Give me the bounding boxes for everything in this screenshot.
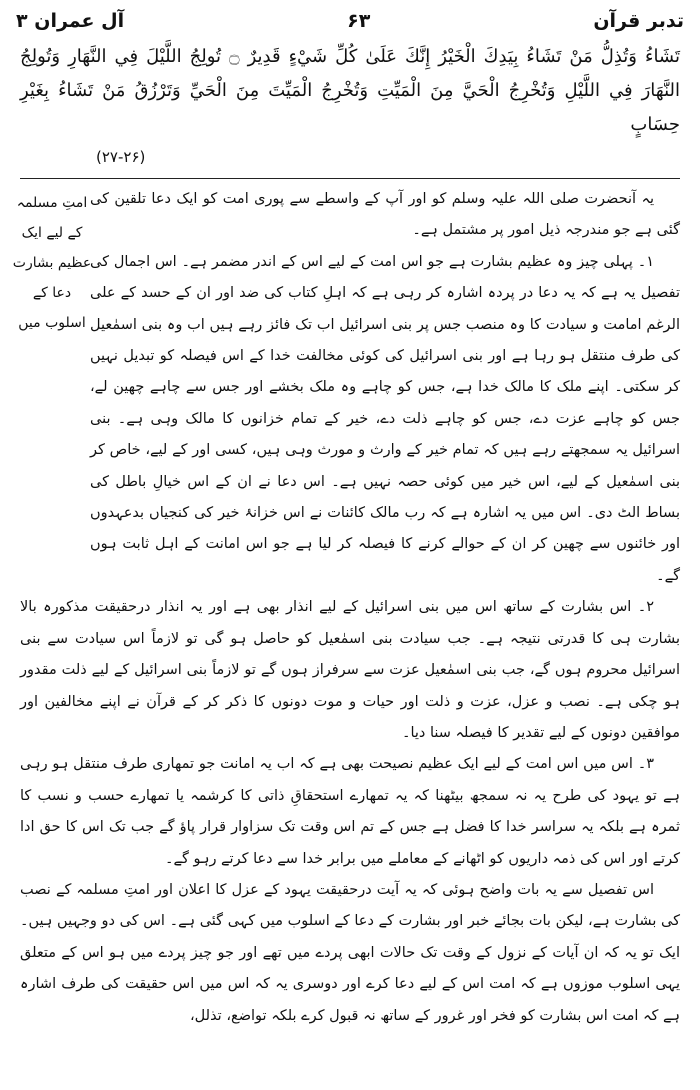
verse-reference: (۲۷-۲۶) (96, 148, 146, 166)
margin-note-line: عظیم بشارت (12, 255, 92, 271)
point-two-paragraph: ۲۔ اس بشارت کے ساتھ اس میں بنی اسرائیل کے لیے انذار بھی ہے اور یہ انذار درحقیقت مذکورہ بالا بشارت ہی کا قدرتی نتیجہ ہے۔ جب سیادت بنی اسمٰعیل کو حاصل ہو گی تو لازماً اس سیادت سے بنی اسرائیل محروم ہوں گے، جب بنی اسمٰعیل عزت سے سرفراز ہوں گے تو لازماً بنی اسرائیل کے لیے ذلت مقدور ہو چکی ہے۔ نصب و عزل، عزت و ذلت اور حیات و موت دونوں کا ذکر کر کے قرآن نے اپنے مخالفین اور موافقین دونوں کے لیے تقدیر کا فیصلہ سنا دیا۔ (20, 599, 680, 741)
quran-verse: تَشَاءُ وَتُذِلُّ مَنْ تَشَاءُ بِيَدِكَ الْخَيْرُ إِنَّكَ عَلَىٰ كُلِّ شَيْءٍ قَدِيرٌ ۝ تُولِجُ اللَّيْلَ فِي النَّهَارِ وَتُولِجُ النَّهَارَ فِي اللَّيْلِ وَتُخْرِجُ الْحَيَّ مِنَ الْمَيِّتِ وَتُخْرِجُ الْمَيِّتَ مِنَ الْحَيِّ وَتَرْزُقُ مَنْ تَشَاءُ بِغَيْرِ حِسَابٍ (20, 46, 680, 135)
margin-note-line: کے لیے ایک (21, 225, 83, 241)
page-number: ۶۳ (347, 10, 371, 32)
point-three-paragraph: ۳۔ اس میں اس امت کے لیے ایک عظیم نصیحت بھی ہے کہ اب یہ امانت جو تمھاری طرف منتقل ہو رہی ہے تو یہود کی طرح یہ نہ سمجھ بیٹھنا کہ یہ تمھارے استحقاقِ ذاتی کا کرشمہ یا تمھارے حسب و نسب کا ثمرہ ہے بلکہ یہ سراسر خدا کا فضل ہے جس کے تم اس وقت تک سزاوار قرار پاؤ گے جب تک اس کا حق ادا کرتے اور اس کی ذمہ داریوں کو اٹھانے کے معاملے میں برابر خدا سے دعا کرتے رہو گے۔ (20, 756, 680, 867)
surah-label: آل عمران ۳ (16, 10, 125, 32)
section-divider (20, 178, 680, 179)
margin-note-line: دعا کے (32, 285, 72, 301)
commentary-body (20, 184, 680, 1032)
page-header (16, 6, 684, 36)
margin-note-line: امتِ مسلمہ (16, 195, 88, 211)
margin-note (8, 188, 96, 338)
intro-paragraph: یہ آنحضرت صلی اللہ علیہ وسلم کو اور آپ کے واسطے سے پوری امت کو ایک دعا تلقین کی گئی ہے جو مندرجہ ذیل امور پر مشتمل ہے۔ (90, 191, 680, 239)
conclusion-paragraph: اس تفصیل سے یہ بات واضح ہوئی کہ یہ آیت درحقیقت یہود کے عزل کا اعلان اور امتِ مسلمہ کے نصب کی بشارت ہے، لیکن بات بجائے خبر اور بشارت کے دعا کے اسلوب میں کہی گئی ہے۔ اس کی دو وجہیں ہیں۔ ایک تو یہ کہ ان آیات کے نزول کے وقت تک حالات ابھی پردے میں تھے اور جو چیز پردے میں ہو اس کے متعلق یہی اسلوب موزوں ہے کہ امت اس کے لیے دعا کرے اور دوسری یہ کہ اس میں اس حقیقت کی طرف اشارہ ہے کہ امت اس بشارت کو فخر اور غرور کے ساتھ نہ قبول کرے بلکہ تواضع، تذلل، (20, 881, 680, 1024)
point-one-paragraph: ۱۔ پہلی چیز وہ عظیم بشارت ہے جو اس امت کے لیے اس کے اندر مضمر ہے۔ اس اجمال کی تفصیل یہ ہے کہ یہ دعا در پردہ اشارہ کر رہی ہے کہ اہلِ کتاب کی ضد اور ان کے حسد کے علی الرغم امامت و سیادت کا وہ منصب جس پر بنی اسرائیل اب تک فائز رہے ہیں اب وہ بنی اسمٰعیل کی طرف منتقل ہو رہا ہے اور بنی اسرائیل کی کوئی مخالفت خدا کے اس فیصلہ کو تبدیل نہیں کر سکتی۔ اپنے ملک کا مالک خدا ہے، جس کو چاہے وہ ملک بخشے اور جس سے چاہے چھین لے، جس کو چاہے عزت دے، جس کو چاہے ذلت دے، خیر کے تمام خزانوں کا مالک وہی ہے۔ بنی اسرائیل یہ سمجھتے رہے ہیں کہ تمام خیر کے وارث و مورث وہی ہیں، کسی اور کے لیے، خاص کر بنی اسمٰعیل کے لیے، اس خیر میں کوئی حصہ نہیں ہے۔ اس دعا نے ان کے اس خیالِ باطل کی بساط الٹ دی۔ اس میں یہ اشارہ ہے کہ رب مالک کائنات نے اس خزانۂ خیر کی کنجیاں بدعہدوں اور خائنوں سے چھین کر ان کے حوالے کرنے کا فیصلہ کر لیا ہے جو اس امانت کے اہل ثابت ہوں گے۔ (90, 253, 680, 584)
margin-note-line: اسلوب میں (18, 315, 86, 331)
book-title: تدبر قرآن (593, 10, 684, 32)
